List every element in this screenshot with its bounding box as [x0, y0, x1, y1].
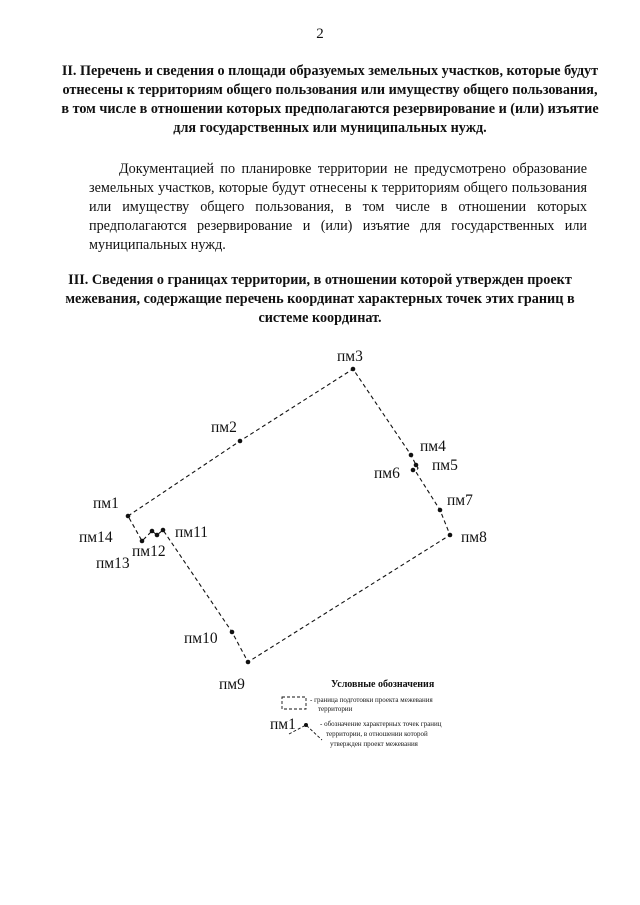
legend-boundary-line1: - граница подготовки проекта межевания — [310, 696, 433, 704]
legend-point-line3: утвержден проект межевания — [330, 740, 418, 748]
label-pm3: пм3 — [337, 348, 363, 365]
label-pm8: пм8 — [461, 529, 487, 546]
label-pm6: пм6 — [374, 465, 400, 482]
legend-point-line2: территории, в отношении которой — [326, 730, 428, 738]
point-pm1-marker — [126, 514, 131, 519]
label-pm13: пм13 — [96, 555, 130, 572]
label-pm14: пм14 — [79, 529, 113, 546]
point-pm8-marker — [448, 533, 453, 538]
label-pm12: пм12 — [132, 543, 166, 560]
label-pm10: пм10 — [184, 630, 218, 647]
label-pm7: пм7 — [447, 492, 473, 509]
point-pm3-marker — [351, 367, 356, 372]
page-number: 2 — [316, 26, 324, 42]
point-pm4-marker — [409, 453, 414, 458]
legend-point-sample: пм1 — [270, 716, 296, 733]
point-pm9-marker — [246, 660, 251, 665]
point-pm5-marker — [414, 463, 419, 468]
section-2-paragraph: Документацией по планировке территории не предусмотрено образование земельных участков, которые будут отнесены к территориям общего пользования или имуществу общего пользования, в том числе в отношении которых предполагаются резервирование и (или) изъятие для государственных или муниципальных нужд. — [89, 161, 587, 253]
point-pm12-marker — [155, 533, 160, 538]
label-pm2: пм2 — [211, 419, 237, 436]
point-pm13-marker — [150, 529, 155, 534]
section-3-heading: III. Сведения о границах территории, в отношении которой утвержден проект межевания, содержащие перечень координат характерных точек этих границ в системе координат. — [65, 272, 575, 326]
label-pm11: пм11 — [175, 524, 209, 541]
section-2-heading: II. Перечень и сведения о площади образуемых земельных участков, которые будут отнесены к территориям общего пользования или имуществу общего пользования, в том числе в отношении которых предполагаются резервирование и (или) изъятие для государственных или муниципальных нужд. — [61, 63, 599, 136]
boundary-line — [128, 369, 450, 662]
point-pm7-marker — [438, 508, 443, 513]
point-pm11-marker — [161, 528, 166, 533]
point-pm2-marker — [238, 439, 243, 444]
point-pm6-marker — [411, 468, 416, 473]
legend-point-line1: - обозначение характерных точек границ — [320, 720, 442, 728]
label-pm1: пм1 — [93, 495, 119, 512]
legend-title: Условные обозначения — [331, 679, 435, 690]
legend-boundary-line2: территории — [318, 705, 353, 713]
label-pm9: пм9 — [219, 676, 245, 693]
legend-boundary-sample — [282, 697, 306, 709]
label-pm4: пм4 — [420, 438, 446, 455]
label-pm5: пм5 — [432, 457, 458, 474]
point-pm10-marker — [230, 630, 235, 635]
